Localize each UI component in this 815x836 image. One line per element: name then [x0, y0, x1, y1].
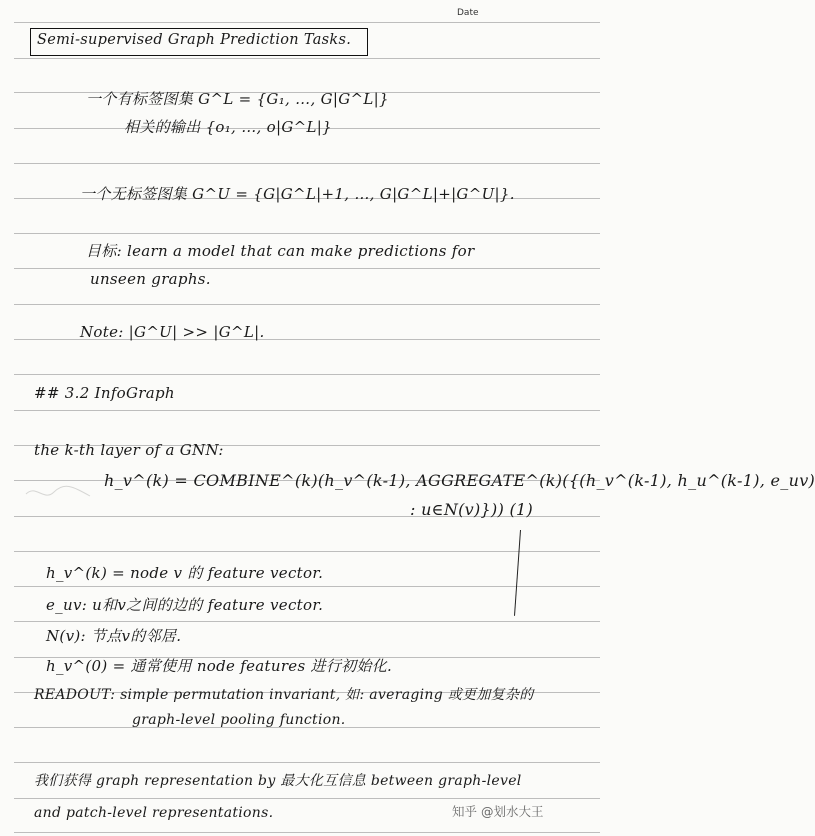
faint-scribble	[24, 480, 94, 506]
title-box	[30, 28, 368, 56]
def-hv0-line: h_v^(0) = 通常使用 node features 进行初始化.	[46, 657, 393, 675]
def-hv-line: h_v^(k) = node v 的 feature vector.	[46, 564, 324, 582]
watermark: 知乎 @划水大王	[452, 804, 544, 819]
readout-line-2: graph-level pooling function.	[132, 712, 346, 728]
page-title: Semi-supervised Graph Prediction Tasks.	[37, 32, 352, 48]
labeled-outputs-line: 相关的输出 {o₁, …, o|G^L|}	[124, 118, 332, 136]
formula-line-2: : u∈N(v)})) (1)	[410, 500, 534, 519]
def-nv-line: N(v): 节点v的邻居.	[46, 627, 182, 645]
mi-line-1: 我们获得 graph representation by 最大化互信息 between graph-level	[34, 773, 522, 789]
date-label: Date	[457, 8, 479, 18]
def-euv-line: e_uv: u和v之间的边的 feature vector.	[46, 596, 324, 614]
goal-line-1: 目标: learn a model that can make predictions for	[86, 242, 475, 260]
section-heading: ## 3.2 InfoGraph	[34, 384, 175, 402]
note-line: Note: |G^U| >> |G^L|.	[80, 323, 265, 341]
unlabeled-set-line: 一个无标签图集 G^U = {G|G^L|+1, …, G|G^L|+|G^U|}.	[80, 185, 515, 203]
margin-bracket-line	[514, 530, 521, 616]
mi-line-2: and patch-level representations.	[34, 805, 274, 821]
labeled-set-line: 一个有标签图集 G^L = {G₁, …, G|G^L|}	[86, 90, 389, 108]
gnn-intro-line: the k-th layer of a GNN:	[34, 441, 224, 459]
goal-line-2: unseen graphs.	[90, 270, 211, 288]
readout-line-1: READOUT: simple permutation invariant, 如: averaging 或更加复杂的	[34, 687, 534, 703]
formula-line-1: h_v^(k) = COMBINE^(k)(h_v^(k-1), AGGREGATE^(k)({(h_v^(k-1), h_u^(k-1), e_uv)	[104, 471, 815, 490]
